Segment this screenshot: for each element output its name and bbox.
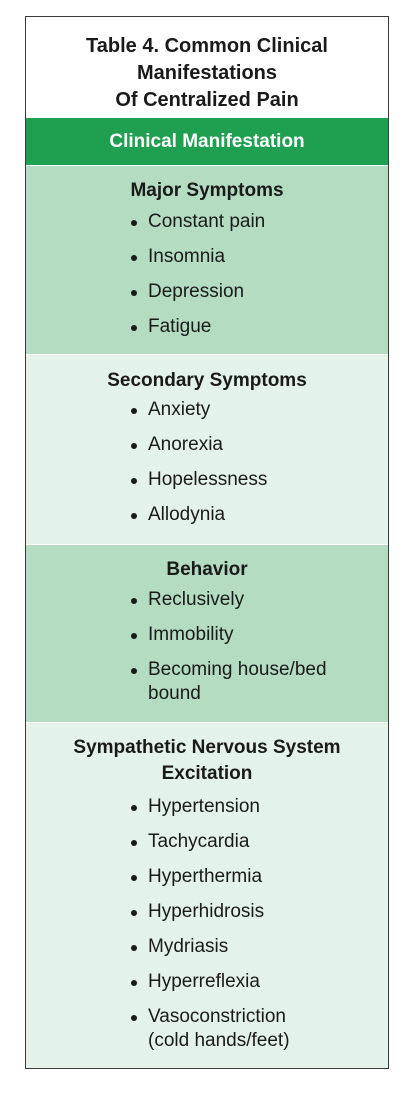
table-title-line: Manifestations xyxy=(136,62,278,84)
section-major-symptoms xyxy=(26,165,388,354)
section-behavior xyxy=(26,544,388,722)
table-title xyxy=(26,17,388,118)
list-item-text: bound xyxy=(148,683,201,704)
list-item-text: Hyperreflexia xyxy=(148,971,260,992)
list-item xyxy=(26,210,388,234)
list-item-text: Insomnia xyxy=(148,246,226,267)
list-item xyxy=(26,468,388,492)
list-item xyxy=(26,398,388,422)
list-item xyxy=(26,970,388,994)
column-header: Clinical Manifestation xyxy=(26,118,388,165)
bullet-icon xyxy=(131,945,137,951)
list-item xyxy=(26,900,388,924)
section-title xyxy=(26,735,388,787)
behavior-list xyxy=(26,588,388,706)
section-title-line: Sympathetic Nervous System xyxy=(73,737,341,758)
bullet-icon xyxy=(131,220,137,226)
bullet-icon xyxy=(131,408,137,414)
list-item-text: Constant pain xyxy=(148,211,266,232)
list-item xyxy=(26,658,388,706)
bullet-icon xyxy=(131,478,137,484)
clinical-manifestations-table xyxy=(25,16,389,1069)
list-item-text: Hopelessness xyxy=(148,469,268,490)
list-item-text: (cold hands/feet) xyxy=(148,1030,290,1051)
list-item xyxy=(26,865,388,889)
excitation-list xyxy=(26,795,388,1053)
list-item xyxy=(26,935,388,959)
section-title xyxy=(26,368,388,394)
bullet-icon xyxy=(131,443,137,449)
section-title-line: Major Symptoms xyxy=(130,180,284,201)
bullet-icon xyxy=(131,255,137,261)
table-title-line: Table 4. Common Clinical xyxy=(86,35,328,57)
list-item-text: Tachycardia xyxy=(148,831,250,852)
list-item xyxy=(26,503,388,527)
list-item-text: Allodynia xyxy=(148,504,226,525)
bullet-icon xyxy=(131,598,137,604)
symptom-list xyxy=(26,398,388,527)
list-item xyxy=(26,830,388,854)
section-title xyxy=(26,557,388,583)
bullet-icon xyxy=(131,325,137,331)
list-item-text: Anxiety xyxy=(148,399,211,420)
section-title-line: Secondary Symptoms xyxy=(107,370,307,391)
list-item-text: Vasoconstriction xyxy=(148,1006,286,1027)
list-item xyxy=(26,245,388,269)
list-item-text: Becoming house/bed xyxy=(148,659,327,680)
list-item xyxy=(26,1005,388,1053)
list-item xyxy=(26,315,388,339)
list-item xyxy=(26,588,388,612)
bullet-icon xyxy=(131,910,137,916)
list-item-text: Mydriasis xyxy=(148,936,229,957)
bullet-icon xyxy=(131,1015,137,1021)
section-title-line: Behavior xyxy=(166,559,248,580)
list-item-text: Hyperhidrosis xyxy=(148,901,265,922)
section-title xyxy=(26,178,388,204)
bullet-icon xyxy=(131,875,137,881)
list-item xyxy=(26,623,388,647)
bullet-icon xyxy=(131,805,137,811)
list-item-text: Depression xyxy=(148,281,245,302)
list-item-text: Fatigue xyxy=(148,316,212,337)
list-item-text: Hyperthermia xyxy=(148,866,263,887)
bullet-icon xyxy=(131,668,137,674)
bullet-icon xyxy=(131,980,137,986)
table-title-line: Of Centralized Pain xyxy=(115,89,299,111)
list-item-text: Reclusively xyxy=(148,589,245,610)
section-secondary-symptoms xyxy=(26,354,388,544)
list-item-text: Immobility xyxy=(148,624,234,645)
bullet-icon xyxy=(131,633,137,639)
bullet-icon xyxy=(131,290,137,296)
bullet-icon xyxy=(131,840,137,846)
list-item xyxy=(26,433,388,457)
section-sympathetic-excitation xyxy=(26,722,388,1068)
list-item xyxy=(26,795,388,819)
bullet-icon xyxy=(131,513,137,519)
list-item xyxy=(26,280,388,304)
symptom-list xyxy=(26,210,388,339)
list-item-text: Anorexia xyxy=(148,434,223,455)
section-title-line: Excitation xyxy=(161,763,253,784)
list-item-text: Hypertension xyxy=(148,796,260,817)
